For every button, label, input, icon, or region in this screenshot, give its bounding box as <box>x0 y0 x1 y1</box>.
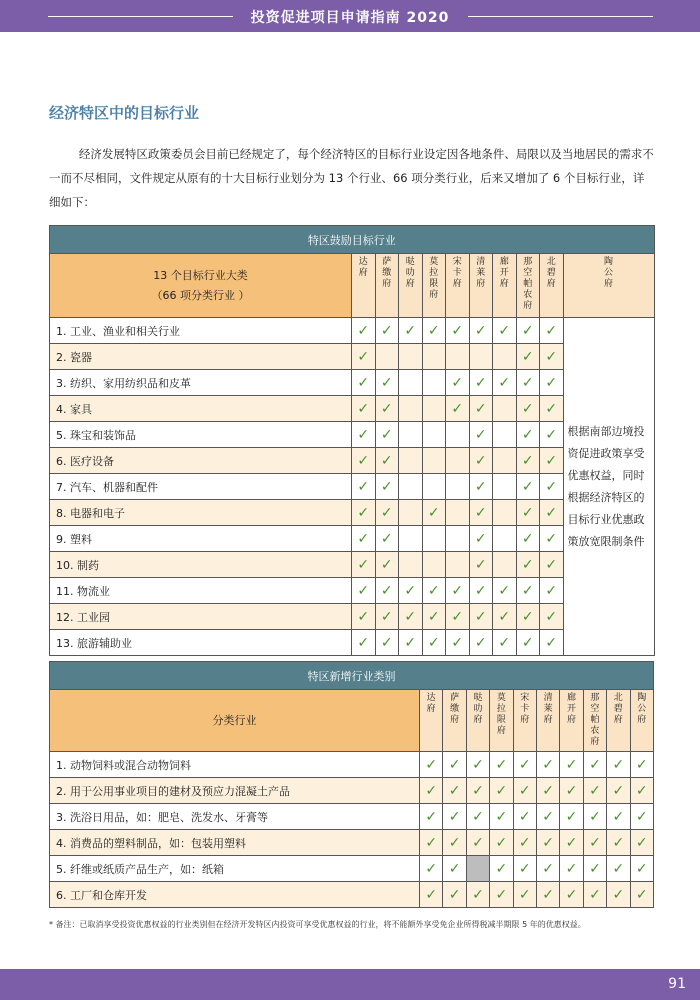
check-icon: ✓ <box>352 500 376 526</box>
check-icon: ✓ <box>469 578 493 604</box>
check-icon: ✓ <box>420 752 443 778</box>
new-industry-table <box>49 661 654 908</box>
check-icon: ✓ <box>516 604 540 630</box>
zone-name: 廊开府 <box>499 257 509 289</box>
empty-cell <box>493 500 517 526</box>
zone-name: 萨缴府 <box>382 257 392 289</box>
check-icon: ✓ <box>469 552 493 578</box>
zone-header <box>352 254 376 318</box>
zone-header <box>560 690 583 752</box>
check-icon: ✓ <box>375 448 399 474</box>
row-label: 12. 工业园 <box>50 604 352 630</box>
check-icon: ✓ <box>540 526 564 552</box>
check-icon: ✓ <box>540 422 564 448</box>
row-label: 3. 洗浴日用品，如：肥皂、洗发水、牙膏等 <box>50 804 420 830</box>
check-icon: ✓ <box>490 778 513 804</box>
check-icon: ✓ <box>375 630 399 656</box>
check-icon: ✓ <box>540 448 564 474</box>
check-icon: ✓ <box>420 856 443 882</box>
check-icon: ✓ <box>469 370 493 396</box>
check-icon: ✓ <box>583 778 606 804</box>
check-icon: ✓ <box>466 830 489 856</box>
check-icon: ✓ <box>375 422 399 448</box>
check-icon: ✓ <box>490 856 513 882</box>
check-icon: ✓ <box>540 500 564 526</box>
check-icon: ✓ <box>466 882 489 908</box>
table-row <box>50 804 654 830</box>
check-icon: ✓ <box>560 778 583 804</box>
check-icon: ✓ <box>536 882 559 908</box>
check-icon: ✓ <box>466 752 489 778</box>
check-icon: ✓ <box>352 448 376 474</box>
check-icon: ✓ <box>446 630 470 656</box>
check-icon: ✓ <box>352 578 376 604</box>
zone-name: 清莱府 <box>543 693 553 725</box>
check-icon: ✓ <box>375 552 399 578</box>
empty-cell <box>422 526 446 552</box>
check-icon: ✓ <box>420 804 443 830</box>
zone-header <box>536 690 559 752</box>
check-icon: ✓ <box>540 578 564 604</box>
check-icon: ✓ <box>493 630 517 656</box>
footnote: * 备注：已取消享受投资优惠权益的行业类别但在经济开发特区内投资可享受优惠权益的行业，将不能额外享受免企业所得税减半期限 5 年的优惠权益。 <box>49 920 586 929</box>
row-label: 9. 塑料 <box>50 526 352 552</box>
check-icon: ✓ <box>516 448 540 474</box>
check-icon: ✓ <box>607 856 630 882</box>
check-icon: ✓ <box>443 830 466 856</box>
check-icon: ✓ <box>490 882 513 908</box>
zone-header <box>446 254 470 318</box>
check-icon: ✓ <box>443 882 466 908</box>
row-label: 2. 用于公用事业项目的建材及预应力混凝土产品 <box>50 778 420 804</box>
zone-header <box>540 254 564 318</box>
check-icon: ✓ <box>630 804 654 830</box>
check-icon: ✓ <box>630 856 654 882</box>
zone-header <box>420 690 443 752</box>
check-icon: ✓ <box>513 778 536 804</box>
check-icon: ✓ <box>583 804 606 830</box>
check-icon: ✓ <box>540 630 564 656</box>
check-icon: ✓ <box>352 396 376 422</box>
pattani-note: 根据南部边境投资促进政策享受优惠权益，同时根据经济特区的目标行业优惠政策放宽限制条件 <box>563 318 654 656</box>
check-icon: ✓ <box>513 856 536 882</box>
check-icon: ✓ <box>469 630 493 656</box>
check-icon: ✓ <box>375 396 399 422</box>
check-icon: ✓ <box>375 526 399 552</box>
check-icon: ✓ <box>490 830 513 856</box>
check-icon: ✓ <box>352 474 376 500</box>
check-icon: ✓ <box>352 370 376 396</box>
empty-cell <box>375 344 399 370</box>
check-icon: ✓ <box>352 526 376 552</box>
not-applicable-cell <box>466 856 489 882</box>
check-icon: ✓ <box>540 370 564 396</box>
empty-cell <box>493 344 517 370</box>
zone-header <box>375 254 399 318</box>
row-label: 5. 纤维或纸质产品生产，如：纸箱 <box>50 856 420 882</box>
table-row <box>50 318 655 344</box>
empty-cell <box>422 552 446 578</box>
check-icon: ✓ <box>375 604 399 630</box>
check-icon: ✓ <box>469 422 493 448</box>
check-icon: ✓ <box>420 830 443 856</box>
check-icon: ✓ <box>630 882 654 908</box>
check-icon: ✓ <box>443 856 466 882</box>
check-icon: ✓ <box>560 882 583 908</box>
check-icon: ✓ <box>536 804 559 830</box>
zone-name: 北碧府 <box>613 693 623 725</box>
table2-banner: 特区新增行业类别 <box>50 662 654 690</box>
check-icon: ✓ <box>540 552 564 578</box>
empty-cell <box>446 422 470 448</box>
zone-header <box>399 254 423 318</box>
check-icon: ✓ <box>469 318 493 344</box>
check-icon: ✓ <box>536 752 559 778</box>
zone-header <box>422 254 446 318</box>
empty-cell <box>399 422 423 448</box>
check-icon: ✓ <box>536 856 559 882</box>
check-icon: ✓ <box>399 604 423 630</box>
check-icon: ✓ <box>560 752 583 778</box>
zone-header <box>563 254 654 318</box>
zone-name: 萨缴府 <box>450 693 460 725</box>
check-icon: ✓ <box>490 752 513 778</box>
zone-name: 哒叻府 <box>405 257 415 289</box>
check-icon: ✓ <box>540 344 564 370</box>
check-icon: ✓ <box>516 500 540 526</box>
empty-cell <box>493 396 517 422</box>
page-number: 91 <box>668 976 686 992</box>
check-icon: ✓ <box>560 804 583 830</box>
check-icon: ✓ <box>422 500 446 526</box>
zone-name: 陶公府 <box>637 693 647 725</box>
empty-cell <box>446 500 470 526</box>
check-icon: ✓ <box>513 804 536 830</box>
header-bar <box>0 0 700 32</box>
row-label: 1. 动物饲料或混合动物饲料 <box>50 752 420 778</box>
check-icon: ✓ <box>583 830 606 856</box>
check-icon: ✓ <box>516 578 540 604</box>
header-title: 投资促进项目申请指南 2020 <box>250 10 450 26</box>
zone-header <box>466 690 489 752</box>
check-icon: ✓ <box>516 552 540 578</box>
check-icon: ✓ <box>420 778 443 804</box>
check-icon: ✓ <box>446 396 470 422</box>
empty-cell <box>422 344 446 370</box>
row-label: 6. 工厂和仓库开发 <box>50 882 420 908</box>
check-icon: ✓ <box>352 604 376 630</box>
empty-cell <box>422 422 446 448</box>
zone-name: 北碧府 <box>546 257 556 289</box>
check-icon: ✓ <box>607 882 630 908</box>
check-icon: ✓ <box>493 604 517 630</box>
check-icon: ✓ <box>607 752 630 778</box>
zone-header <box>469 254 493 318</box>
check-icon: ✓ <box>446 318 470 344</box>
check-icon: ✓ <box>469 604 493 630</box>
zone-name: 宋卡府 <box>452 257 462 289</box>
check-icon: ✓ <box>607 778 630 804</box>
check-icon: ✓ <box>352 318 376 344</box>
empty-cell <box>469 344 493 370</box>
check-icon: ✓ <box>540 474 564 500</box>
check-icon: ✓ <box>583 856 606 882</box>
check-icon: ✓ <box>446 604 470 630</box>
check-icon: ✓ <box>466 804 489 830</box>
table1-banner: 特区鼓励目标行业 <box>50 226 655 254</box>
row-label: 5. 珠宝和装饰品 <box>50 422 352 448</box>
check-icon: ✓ <box>583 752 606 778</box>
check-icon: ✓ <box>540 318 564 344</box>
zone-header <box>493 254 517 318</box>
check-icon: ✓ <box>540 604 564 630</box>
check-icon: ✓ <box>352 344 376 370</box>
empty-cell <box>399 370 423 396</box>
check-icon: ✓ <box>536 778 559 804</box>
empty-cell <box>399 552 423 578</box>
row-label: 1. 工业、渔业和相关行业 <box>50 318 352 344</box>
row-label: 3. 纺织、家用纺织品和皮革 <box>50 370 352 396</box>
check-icon: ✓ <box>469 396 493 422</box>
check-icon: ✓ <box>375 500 399 526</box>
empty-cell <box>399 344 423 370</box>
zone-name: 哒叻府 <box>473 693 483 725</box>
zone-name: 陶公府 <box>604 257 614 289</box>
table-row <box>50 778 654 804</box>
check-icon: ✓ <box>443 752 466 778</box>
check-icon: ✓ <box>352 630 376 656</box>
table1-header-line2: （66 项分类行业 ） <box>151 288 250 302</box>
zone-name: 那空帕农府 <box>590 693 600 747</box>
table-row <box>50 752 654 778</box>
empty-cell <box>399 500 423 526</box>
empty-cell <box>493 552 517 578</box>
empty-cell <box>422 448 446 474</box>
check-icon: ✓ <box>583 882 606 908</box>
check-icon: ✓ <box>469 448 493 474</box>
zone-header <box>516 254 540 318</box>
zone-header <box>583 690 606 752</box>
row-label: 4. 消费品的塑料制品，如：包装用塑料 <box>50 830 420 856</box>
check-icon: ✓ <box>493 578 517 604</box>
check-icon: ✓ <box>375 370 399 396</box>
check-icon: ✓ <box>446 370 470 396</box>
zone-header <box>607 690 630 752</box>
empty-cell <box>399 396 423 422</box>
empty-cell <box>422 370 446 396</box>
section-title: 经济特区中的目标行业 <box>49 104 200 122</box>
row-label: 7. 汽车、机器和配件 <box>50 474 352 500</box>
check-icon: ✓ <box>446 578 470 604</box>
empty-cell <box>446 448 470 474</box>
table-row <box>50 856 654 882</box>
table2-category-header: 分类行业 <box>50 690 420 752</box>
check-icon: ✓ <box>516 422 540 448</box>
zone-name: 廊开府 <box>567 693 577 725</box>
row-label: 11. 物流业 <box>50 578 352 604</box>
empty-cell <box>446 344 470 370</box>
row-label: 2. 瓷器 <box>50 344 352 370</box>
empty-cell <box>399 448 423 474</box>
target-industry-table <box>49 225 655 656</box>
check-icon: ✓ <box>516 630 540 656</box>
table-row <box>50 830 654 856</box>
check-icon: ✓ <box>607 804 630 830</box>
check-icon: ✓ <box>513 882 536 908</box>
check-icon: ✓ <box>516 474 540 500</box>
row-label: 6. 医疗设备 <box>50 448 352 474</box>
check-icon: ✓ <box>516 370 540 396</box>
check-icon: ✓ <box>630 752 654 778</box>
check-icon: ✓ <box>469 526 493 552</box>
check-icon: ✓ <box>422 630 446 656</box>
check-icon: ✓ <box>420 882 443 908</box>
check-icon: ✓ <box>560 856 583 882</box>
empty-cell <box>493 422 517 448</box>
check-icon: ✓ <box>560 830 583 856</box>
check-icon: ✓ <box>375 474 399 500</box>
row-label: 4. 家具 <box>50 396 352 422</box>
empty-cell <box>422 396 446 422</box>
check-icon: ✓ <box>493 318 517 344</box>
zone-header <box>630 690 654 752</box>
zone-header <box>513 690 536 752</box>
check-icon: ✓ <box>469 500 493 526</box>
footer-bar <box>0 969 700 1000</box>
zone-name: 莫拉限府 <box>496 693 506 736</box>
empty-cell <box>399 526 423 552</box>
check-icon: ✓ <box>352 552 376 578</box>
empty-cell <box>446 526 470 552</box>
zone-header <box>490 690 513 752</box>
check-icon: ✓ <box>422 604 446 630</box>
check-icon: ✓ <box>490 804 513 830</box>
empty-cell <box>446 552 470 578</box>
check-icon: ✓ <box>399 318 423 344</box>
check-icon: ✓ <box>513 830 536 856</box>
check-icon: ✓ <box>516 318 540 344</box>
check-icon: ✓ <box>516 396 540 422</box>
zone-name: 达府 <box>426 693 436 714</box>
intro-paragraph: 经济发展特区政策委员会目前已经规定了，每个经济特区的目标行业设定因各地条件、局限以及当地居民的需求不一而不尽相同，文件规定从原有的十大目标行业划分为 13 个行业、66 项分类行业，后来又增加了 6 个目标行业，详细如下： <box>49 147 654 209</box>
check-icon: ✓ <box>630 830 654 856</box>
empty-cell <box>422 474 446 500</box>
check-icon: ✓ <box>513 752 536 778</box>
check-icon: ✓ <box>422 318 446 344</box>
zone-name: 那空帕农府 <box>523 257 533 311</box>
zone-name: 莫拉限府 <box>429 257 439 300</box>
check-icon: ✓ <box>607 830 630 856</box>
zone-name: 宋卡府 <box>520 693 530 725</box>
check-icon: ✓ <box>443 804 466 830</box>
check-icon: ✓ <box>399 578 423 604</box>
check-icon: ✓ <box>399 630 423 656</box>
zone-name: 达府 <box>358 257 368 278</box>
check-icon: ✓ <box>540 396 564 422</box>
check-icon: ✓ <box>443 778 466 804</box>
empty-cell <box>493 474 517 500</box>
check-icon: ✓ <box>375 318 399 344</box>
zone-header <box>443 690 466 752</box>
empty-cell <box>493 448 517 474</box>
check-icon: ✓ <box>422 578 446 604</box>
empty-cell <box>446 474 470 500</box>
check-icon: ✓ <box>466 778 489 804</box>
row-label: 13. 旅游辅助业 <box>50 630 352 656</box>
row-label: 8. 电器和电子 <box>50 500 352 526</box>
check-icon: ✓ <box>516 526 540 552</box>
empty-cell <box>399 474 423 500</box>
table1-category-header <box>50 254 352 318</box>
check-icon: ✓ <box>536 830 559 856</box>
check-icon: ✓ <box>493 370 517 396</box>
check-icon: ✓ <box>352 422 376 448</box>
row-label: 10. 制药 <box>50 552 352 578</box>
table1-header-line1: 13 个目标行业大类 <box>153 268 248 282</box>
check-icon: ✓ <box>469 474 493 500</box>
empty-cell <box>493 526 517 552</box>
header-rule-right <box>468 16 653 17</box>
table-row <box>50 882 654 908</box>
check-icon: ✓ <box>516 344 540 370</box>
check-icon: ✓ <box>375 578 399 604</box>
check-icon: ✓ <box>630 778 654 804</box>
zone-name: 清莱府 <box>476 257 486 289</box>
